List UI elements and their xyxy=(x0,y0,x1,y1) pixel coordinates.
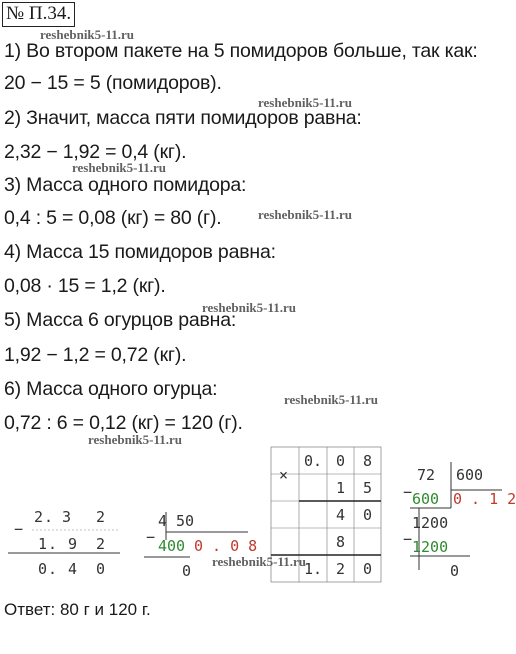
digit: 2 xyxy=(96,508,106,526)
minus-sign: − xyxy=(403,530,413,548)
watermark-text: reshebnik5-11.ru xyxy=(72,160,167,175)
minus-sign: − xyxy=(403,483,413,501)
digit: 0 xyxy=(96,560,106,578)
solution-line: 1,92 − 1,2 = 0,72 (кг). xyxy=(4,344,187,366)
digit: 1 xyxy=(38,535,48,553)
quotient: 0 . 0 8 xyxy=(194,537,258,555)
step-number: 1200 xyxy=(412,514,449,532)
watermark-text: reshebnik5-11.ru xyxy=(88,432,183,447)
solution-line: 20 − 15 = 5 (помидоров). xyxy=(4,72,222,94)
digit: 8 xyxy=(363,452,373,470)
digit: 0 xyxy=(363,506,373,524)
digit: 2 xyxy=(34,508,44,526)
watermark-text: reshebnik5-11.ru xyxy=(258,207,353,222)
digit: 0 xyxy=(363,560,373,578)
decimal-point: . xyxy=(48,560,58,578)
answer-text: Ответ: 80 г и 120 г. xyxy=(4,600,151,619)
solution-line: 6) Масса одного огурца: xyxy=(4,378,218,400)
step-subtrahend: 1200 xyxy=(412,538,449,556)
digit: 0. xyxy=(304,452,323,470)
times-sign: × xyxy=(279,466,289,484)
solution-line: 4) Масса 15 помидоров равна: xyxy=(4,241,276,263)
decimal-point: . xyxy=(44,508,54,526)
solution-line: 0,72 : 6 = 0,12 (кг) = 120 (г). xyxy=(4,412,243,434)
watermark-text: reshebnik5-11.ru xyxy=(202,300,297,315)
digit: 9 xyxy=(68,535,78,553)
solution-line: 2) Значит, масса пяти помидоров равна: xyxy=(4,107,362,129)
digit: 0 xyxy=(38,560,48,578)
solution-line: 5) Масса 6 огурцов равна: xyxy=(4,309,237,331)
digit: 3 xyxy=(62,508,72,526)
minus-sign: − xyxy=(146,528,156,546)
remainder: 0 xyxy=(182,562,192,580)
remainder: 0 xyxy=(450,562,460,580)
digit: 5 xyxy=(363,479,373,497)
digit: 1. xyxy=(304,560,323,578)
solution-line: 0,08 · 15 = 1,2 (кг). xyxy=(4,275,166,297)
solution-line: 1) Во втором пакете на 5 помидоров больше, так как: xyxy=(4,40,478,62)
digit: 1 xyxy=(336,479,346,497)
dividend: 4 xyxy=(158,512,168,530)
watermark-text: reshebnik5-11.ru xyxy=(212,554,307,569)
digit: 0 xyxy=(336,452,346,470)
minus-sign: − xyxy=(14,520,24,538)
digit: 8 xyxy=(336,533,346,551)
digit: 2 xyxy=(96,535,106,553)
divisor: 600 xyxy=(456,466,484,484)
digit: 4 xyxy=(68,560,78,578)
watermark-text: reshebnik5-11.ru xyxy=(258,95,353,110)
solution-line: 2,32 − 1,92 = 0,4 (кг). xyxy=(4,141,187,163)
digit: 4 xyxy=(336,506,346,524)
subtrahend: 600 xyxy=(412,490,440,508)
problem-number: № П.34. xyxy=(2,2,75,27)
decimal-point: . xyxy=(48,535,58,553)
watermark-text: reshebnik5-11.ru xyxy=(284,392,379,407)
divisor: 50 xyxy=(176,512,195,530)
quotient: 0 . 1 2 xyxy=(453,490,516,508)
dividend: 72 xyxy=(417,466,436,484)
subtrahend: 400 xyxy=(158,537,186,555)
solution-line: 0,4 : 5 = 0,08 (кг) = 80 (г). xyxy=(4,207,222,229)
solution-line: 3) Масса одного помидора: xyxy=(4,174,247,196)
digit: 2 xyxy=(336,560,346,578)
watermark-text: reshebnik5-11.ru xyxy=(40,27,135,42)
